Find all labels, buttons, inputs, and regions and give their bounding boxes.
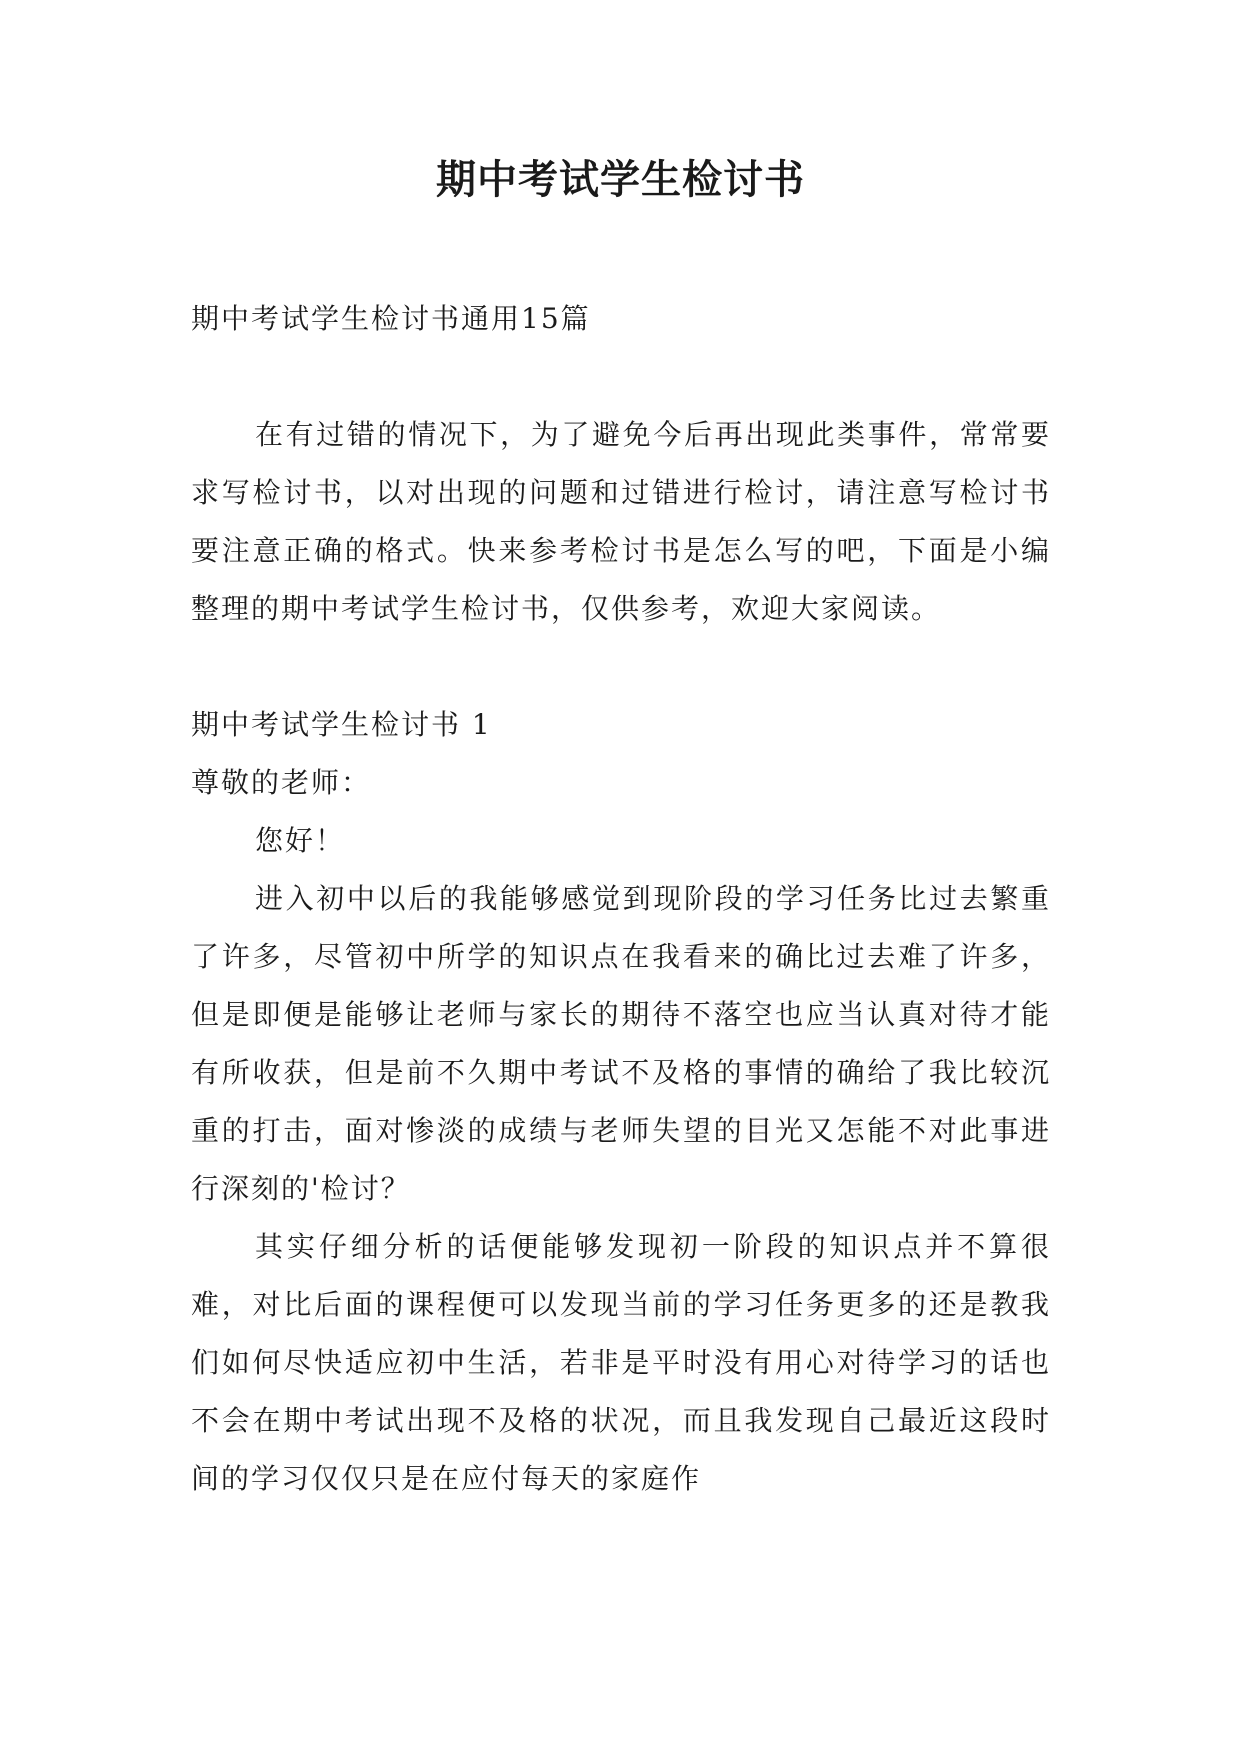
body-paragraph: 进入初中以后的我能够感觉到现阶段的学习任务比过去繁重了许多，尽管初中所学的知识点在我看来的确比过去难了许多，但是即便是能够让老师与家长的期待不落空也应当认真对待才能有所收获，但是前不久期中考试不及格的事情的确给了我比较沉重的打击，面对惨淡的成绩与老师失望的目光又怎能不对此事进行深刻的'检讨？ — [191, 882, 1051, 1205]
blank-line — [191, 638, 1051, 696]
blank-line — [191, 348, 1051, 406]
intro-paragraph: 在有过错的情况下，为了避免今后再出现此类事件，常常要求写检讨书，以对出现的问题和过错进行检讨，请注意写检讨书要注意正确的格式。快来参考检讨书是怎么写的吧，下面是小编整理的期中考试学生检讨书，仅供参考，欢迎大家阅读。 — [191, 418, 1051, 625]
document-subtitle: 期中考试学生检讨书通用15篇 — [191, 302, 591, 335]
greeting: 您好！ — [255, 824, 346, 857]
document-body — [191, 290, 1051, 1508]
salutation: 尊敬的老师： — [191, 766, 372, 799]
body-paragraph: 其实仔细分析的话便能够发现初一阶段的知识点并不算很难，对比后面的课程便可以发现当前的学习任务更多的还是教我们如何尽快适应初中生活，若非是平时没有用心对待学习的话也不会在期中考试出现不及格的状况，而且我发现自己最近这段时间的学习仅仅只是在应付每天的家庭作 — [191, 1230, 1051, 1495]
document-title: 期中考试学生检讨书 — [436, 157, 805, 203]
section-heading: 期中考试学生检讨书 1 — [191, 708, 492, 741]
